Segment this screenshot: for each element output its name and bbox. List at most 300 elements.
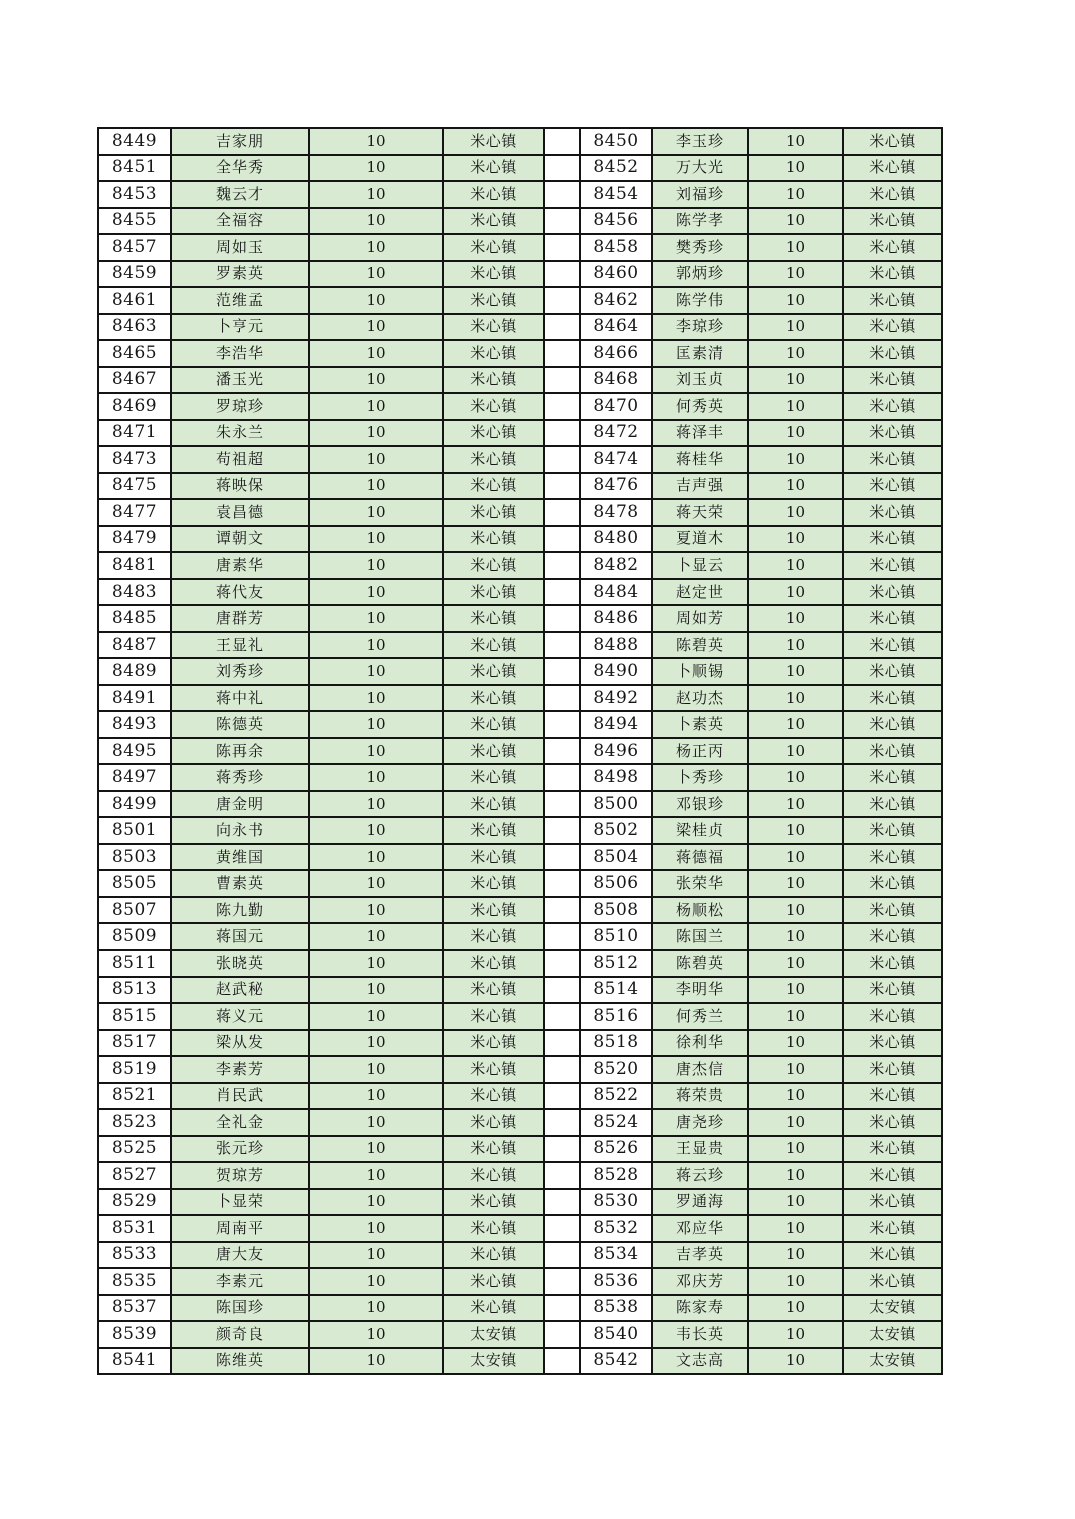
town-cell: 米心镇 xyxy=(444,1084,545,1111)
name-cell: 唐素华 xyxy=(172,553,310,580)
id-cell: 8473 xyxy=(99,447,172,474)
name-cell: 陈九勤 xyxy=(172,898,310,925)
value-cell: 10 xyxy=(310,447,444,474)
id-cell: 8524 xyxy=(581,1110,653,1137)
town-cell: 米心镇 xyxy=(844,235,943,262)
spacer-cell xyxy=(545,421,581,448)
value-cell: 10 xyxy=(310,924,444,951)
spacer-cell xyxy=(545,1137,581,1164)
value-cell: 10 xyxy=(749,951,844,978)
value-cell: 10 xyxy=(749,209,844,236)
name-cell: 张荣华 xyxy=(653,871,749,898)
id-cell: 8462 xyxy=(581,288,653,315)
value-cell: 10 xyxy=(310,580,444,607)
value-cell: 10 xyxy=(749,421,844,448)
value-cell: 10 xyxy=(310,1216,444,1243)
id-cell: 8496 xyxy=(581,739,653,766)
value-cell: 10 xyxy=(749,580,844,607)
town-cell: 米心镇 xyxy=(844,871,943,898)
town-cell: 太安镇 xyxy=(444,1349,545,1376)
id-cell: 8538 xyxy=(581,1296,653,1323)
id-cell: 8452 xyxy=(581,156,653,183)
value-cell: 10 xyxy=(749,1110,844,1137)
id-cell: 8510 xyxy=(581,924,653,951)
town-cell: 米心镇 xyxy=(444,792,545,819)
spacer-cell xyxy=(545,129,581,156)
name-cell: 全华秀 xyxy=(172,156,310,183)
name-cell: 蒋云珍 xyxy=(653,1163,749,1190)
id-cell: 8450 xyxy=(581,129,653,156)
town-cell: 米心镇 xyxy=(444,527,545,554)
value-cell: 10 xyxy=(310,1163,444,1190)
spacer-cell xyxy=(545,209,581,236)
town-cell: 米心镇 xyxy=(444,341,545,368)
name-cell: 蒋德福 xyxy=(653,845,749,872)
town-cell: 米心镇 xyxy=(844,1216,943,1243)
name-cell: 罗素英 xyxy=(172,262,310,289)
id-cell: 8456 xyxy=(581,209,653,236)
name-cell: 罗通海 xyxy=(653,1190,749,1217)
town-cell: 米心镇 xyxy=(844,712,943,739)
name-cell: 梁桂贞 xyxy=(653,818,749,845)
town-cell: 米心镇 xyxy=(444,765,545,792)
id-cell: 8513 xyxy=(99,978,172,1005)
town-cell: 米心镇 xyxy=(444,209,545,236)
value-cell: 10 xyxy=(749,633,844,660)
spacer-cell xyxy=(545,659,581,686)
town-cell: 米心镇 xyxy=(844,474,943,501)
name-cell: 蒋荣贵 xyxy=(653,1084,749,1111)
id-cell: 8535 xyxy=(99,1269,172,1296)
spacer-cell xyxy=(545,1163,581,1190)
id-cell: 8511 xyxy=(99,951,172,978)
value-cell: 10 xyxy=(749,1322,844,1349)
value-cell: 10 xyxy=(310,818,444,845)
town-cell: 太安镇 xyxy=(844,1296,943,1323)
value-cell: 10 xyxy=(310,1031,444,1058)
id-cell: 8542 xyxy=(581,1349,653,1376)
town-cell: 米心镇 xyxy=(444,1031,545,1058)
name-cell: 谭朝文 xyxy=(172,527,310,554)
town-cell: 米心镇 xyxy=(444,1296,545,1323)
value-cell: 10 xyxy=(749,818,844,845)
value-cell: 10 xyxy=(310,659,444,686)
id-cell: 8532 xyxy=(581,1216,653,1243)
name-cell: 万大光 xyxy=(653,156,749,183)
spacer-cell xyxy=(545,315,581,342)
name-cell: 邓银珍 xyxy=(653,792,749,819)
town-cell: 米心镇 xyxy=(844,1243,943,1270)
value-cell: 10 xyxy=(310,474,444,501)
name-cell: 卜秀珍 xyxy=(653,765,749,792)
value-cell: 10 xyxy=(749,527,844,554)
town-cell: 米心镇 xyxy=(844,368,943,395)
name-cell: 向永书 xyxy=(172,818,310,845)
id-cell: 8521 xyxy=(99,1084,172,1111)
id-cell: 8464 xyxy=(581,315,653,342)
town-cell: 米心镇 xyxy=(444,394,545,421)
town-cell: 米心镇 xyxy=(444,1004,545,1031)
id-cell: 8522 xyxy=(581,1084,653,1111)
spacer-cell xyxy=(545,1004,581,1031)
id-cell: 8493 xyxy=(99,712,172,739)
id-cell: 8451 xyxy=(99,156,172,183)
value-cell: 10 xyxy=(749,845,844,872)
town-cell: 米心镇 xyxy=(844,845,943,872)
spacer-cell xyxy=(545,739,581,766)
town-cell: 米心镇 xyxy=(444,368,545,395)
name-cell: 邓庆芳 xyxy=(653,1269,749,1296)
value-cell: 10 xyxy=(749,474,844,501)
town-cell: 米心镇 xyxy=(844,447,943,474)
name-cell: 邓应华 xyxy=(653,1216,749,1243)
value-cell: 10 xyxy=(310,1110,444,1137)
name-cell: 贺琼芳 xyxy=(172,1163,310,1190)
value-cell: 10 xyxy=(310,288,444,315)
name-cell: 陈德英 xyxy=(172,712,310,739)
town-cell: 米心镇 xyxy=(844,553,943,580)
name-cell: 何秀兰 xyxy=(653,1004,749,1031)
town-cell: 米心镇 xyxy=(444,659,545,686)
id-cell: 8489 xyxy=(99,659,172,686)
spacer-cell xyxy=(545,500,581,527)
id-cell: 8527 xyxy=(99,1163,172,1190)
town-cell: 米心镇 xyxy=(444,421,545,448)
value-cell: 10 xyxy=(310,1057,444,1084)
name-cell: 蒋映保 xyxy=(172,474,310,501)
id-cell: 8507 xyxy=(99,898,172,925)
id-cell: 8497 xyxy=(99,765,172,792)
value-cell: 10 xyxy=(749,978,844,1005)
value-cell: 10 xyxy=(749,1031,844,1058)
id-cell: 8506 xyxy=(581,871,653,898)
name-cell: 李琼珍 xyxy=(653,315,749,342)
town-cell: 米心镇 xyxy=(444,1190,545,1217)
name-cell: 魏云才 xyxy=(172,182,310,209)
town-cell: 米心镇 xyxy=(844,129,943,156)
name-cell: 唐大友 xyxy=(172,1243,310,1270)
town-cell: 米心镇 xyxy=(844,315,943,342)
value-cell: 10 xyxy=(310,368,444,395)
name-cell: 蒋代友 xyxy=(172,580,310,607)
town-cell: 米心镇 xyxy=(844,633,943,660)
value-cell: 10 xyxy=(749,1057,844,1084)
id-cell: 8536 xyxy=(581,1269,653,1296)
name-cell: 吉家朋 xyxy=(172,129,310,156)
id-cell: 8501 xyxy=(99,818,172,845)
town-cell: 米心镇 xyxy=(444,262,545,289)
spacer-cell xyxy=(545,341,581,368)
id-cell: 8518 xyxy=(581,1031,653,1058)
value-cell: 10 xyxy=(749,1243,844,1270)
spacer-cell xyxy=(545,606,581,633)
spacer-cell xyxy=(545,686,581,713)
value-cell: 10 xyxy=(310,315,444,342)
town-cell: 米心镇 xyxy=(844,739,943,766)
town-cell: 米心镇 xyxy=(844,686,943,713)
spacer-cell xyxy=(545,712,581,739)
value-cell: 10 xyxy=(749,712,844,739)
spacer-cell xyxy=(545,262,581,289)
id-cell: 8491 xyxy=(99,686,172,713)
town-cell: 米心镇 xyxy=(444,1057,545,1084)
town-cell: 米心镇 xyxy=(844,1084,943,1111)
spacer-cell xyxy=(545,1322,581,1349)
name-cell: 卜亨元 xyxy=(172,315,310,342)
spacer-cell xyxy=(545,394,581,421)
town-cell: 米心镇 xyxy=(844,288,943,315)
value-cell: 10 xyxy=(749,341,844,368)
name-cell: 刘玉贞 xyxy=(653,368,749,395)
value-cell: 10 xyxy=(310,1269,444,1296)
value-cell: 10 xyxy=(310,129,444,156)
value-cell: 10 xyxy=(310,1243,444,1270)
name-cell: 唐群芳 xyxy=(172,606,310,633)
name-cell: 蒋中礼 xyxy=(172,686,310,713)
value-cell: 10 xyxy=(310,606,444,633)
town-cell: 米心镇 xyxy=(444,978,545,1005)
value-cell: 10 xyxy=(749,871,844,898)
name-cell: 蒋秀珍 xyxy=(172,765,310,792)
value-cell: 10 xyxy=(749,315,844,342)
id-cell: 8533 xyxy=(99,1243,172,1270)
id-cell: 8541 xyxy=(99,1349,172,1376)
name-cell: 全礼金 xyxy=(172,1110,310,1137)
value-cell: 10 xyxy=(310,871,444,898)
spacer-cell xyxy=(545,1031,581,1058)
town-cell: 米心镇 xyxy=(444,500,545,527)
value-cell: 10 xyxy=(749,739,844,766)
name-cell: 吉孝英 xyxy=(653,1243,749,1270)
value-cell: 10 xyxy=(749,1269,844,1296)
town-cell: 米心镇 xyxy=(444,606,545,633)
town-cell: 米心镇 xyxy=(444,288,545,315)
name-cell: 张元珍 xyxy=(172,1137,310,1164)
town-cell: 米心镇 xyxy=(444,1269,545,1296)
value-cell: 10 xyxy=(310,1137,444,1164)
id-cell: 8523 xyxy=(99,1110,172,1137)
id-cell: 8455 xyxy=(99,209,172,236)
name-cell: 蒋泽丰 xyxy=(653,421,749,448)
name-cell: 黄维国 xyxy=(172,845,310,872)
town-cell: 米心镇 xyxy=(844,792,943,819)
name-cell: 蒋天荣 xyxy=(653,500,749,527)
town-cell: 米心镇 xyxy=(444,1243,545,1270)
value-cell: 10 xyxy=(310,156,444,183)
id-cell: 8514 xyxy=(581,978,653,1005)
id-cell: 8519 xyxy=(99,1057,172,1084)
value-cell: 10 xyxy=(749,1163,844,1190)
town-cell: 米心镇 xyxy=(444,156,545,183)
name-cell: 苟祖超 xyxy=(172,447,310,474)
town-cell: 米心镇 xyxy=(444,739,545,766)
id-cell: 8463 xyxy=(99,315,172,342)
value-cell: 10 xyxy=(310,978,444,1005)
town-cell: 米心镇 xyxy=(444,898,545,925)
name-cell: 曹素英 xyxy=(172,871,310,898)
name-cell: 肖民武 xyxy=(172,1084,310,1111)
id-cell: 8477 xyxy=(99,500,172,527)
town-cell: 米心镇 xyxy=(844,209,943,236)
spacer-cell xyxy=(545,1243,581,1270)
spacer-cell xyxy=(545,368,581,395)
name-cell: 刘福珍 xyxy=(653,182,749,209)
value-cell: 10 xyxy=(749,129,844,156)
spacer-cell xyxy=(545,235,581,262)
name-cell: 杨正丙 xyxy=(653,739,749,766)
spacer-cell xyxy=(545,156,581,183)
name-cell: 唐杰信 xyxy=(653,1057,749,1084)
id-cell: 8459 xyxy=(99,262,172,289)
id-cell: 8474 xyxy=(581,447,653,474)
value-cell: 10 xyxy=(749,1216,844,1243)
value-cell: 10 xyxy=(310,182,444,209)
town-cell: 米心镇 xyxy=(844,951,943,978)
town-cell: 米心镇 xyxy=(444,633,545,660)
id-cell: 8468 xyxy=(581,368,653,395)
value-cell: 10 xyxy=(310,1322,444,1349)
id-cell: 8484 xyxy=(581,580,653,607)
value-cell: 10 xyxy=(310,765,444,792)
spacer-cell xyxy=(545,1349,581,1376)
town-cell: 米心镇 xyxy=(844,1163,943,1190)
value-cell: 10 xyxy=(749,1190,844,1217)
town-cell: 米心镇 xyxy=(844,156,943,183)
id-cell: 8534 xyxy=(581,1243,653,1270)
value-cell: 10 xyxy=(310,553,444,580)
name-cell: 潘玉光 xyxy=(172,368,310,395)
name-cell: 郭炳珍 xyxy=(653,262,749,289)
town-cell: 米心镇 xyxy=(844,1057,943,1084)
name-cell: 李玉珍 xyxy=(653,129,749,156)
town-cell: 米心镇 xyxy=(844,394,943,421)
value-cell: 10 xyxy=(310,262,444,289)
spacer-cell xyxy=(545,871,581,898)
id-cell: 8512 xyxy=(581,951,653,978)
name-cell: 卜显荣 xyxy=(172,1190,310,1217)
town-cell: 米心镇 xyxy=(844,262,943,289)
spacer-cell xyxy=(545,898,581,925)
town-cell: 米心镇 xyxy=(444,182,545,209)
name-cell: 唐尧珍 xyxy=(653,1110,749,1137)
value-cell: 10 xyxy=(749,235,844,262)
value-cell: 10 xyxy=(749,765,844,792)
spacer-cell xyxy=(545,924,581,951)
town-cell: 米心镇 xyxy=(844,1190,943,1217)
name-cell: 杨顺松 xyxy=(653,898,749,925)
value-cell: 10 xyxy=(310,209,444,236)
town-cell: 米心镇 xyxy=(444,1110,545,1137)
id-cell: 8476 xyxy=(581,474,653,501)
town-cell: 米心镇 xyxy=(844,500,943,527)
name-cell: 李明华 xyxy=(653,978,749,1005)
name-cell: 刘秀珍 xyxy=(172,659,310,686)
value-cell: 10 xyxy=(749,792,844,819)
town-cell: 米心镇 xyxy=(844,978,943,1005)
id-cell: 8498 xyxy=(581,765,653,792)
name-cell: 蒋国元 xyxy=(172,924,310,951)
id-cell: 8528 xyxy=(581,1163,653,1190)
id-cell: 8471 xyxy=(99,421,172,448)
town-cell: 米心镇 xyxy=(444,315,545,342)
id-cell: 8460 xyxy=(581,262,653,289)
spacer-cell xyxy=(545,818,581,845)
value-cell: 10 xyxy=(749,1296,844,1323)
id-cell: 8467 xyxy=(99,368,172,395)
id-cell: 8509 xyxy=(99,924,172,951)
id-cell: 8495 xyxy=(99,739,172,766)
value-cell: 10 xyxy=(310,341,444,368)
id-cell: 8508 xyxy=(581,898,653,925)
town-cell: 米心镇 xyxy=(844,818,943,845)
name-cell: 陈碧英 xyxy=(653,951,749,978)
town-cell: 米心镇 xyxy=(844,1137,943,1164)
value-cell: 10 xyxy=(749,156,844,183)
spacer-cell xyxy=(545,951,581,978)
spacer-cell xyxy=(545,633,581,660)
name-cell: 张晓英 xyxy=(172,951,310,978)
town-cell: 米心镇 xyxy=(444,447,545,474)
name-cell: 范维孟 xyxy=(172,288,310,315)
id-cell: 8540 xyxy=(581,1322,653,1349)
town-cell: 米心镇 xyxy=(444,871,545,898)
name-cell: 卜顺锡 xyxy=(653,659,749,686)
town-cell: 米心镇 xyxy=(844,1269,943,1296)
value-cell: 10 xyxy=(749,1084,844,1111)
id-cell: 8454 xyxy=(581,182,653,209)
value-cell: 10 xyxy=(749,182,844,209)
name-cell: 赵定世 xyxy=(653,580,749,607)
town-cell: 米心镇 xyxy=(444,712,545,739)
id-cell: 8457 xyxy=(99,235,172,262)
name-cell: 李浩华 xyxy=(172,341,310,368)
value-cell: 10 xyxy=(310,633,444,660)
town-cell: 米心镇 xyxy=(844,765,943,792)
name-cell: 陈国珍 xyxy=(172,1296,310,1323)
name-cell: 唐金明 xyxy=(172,792,310,819)
value-cell: 10 xyxy=(749,553,844,580)
id-cell: 8525 xyxy=(99,1137,172,1164)
name-cell: 陈学孝 xyxy=(653,209,749,236)
id-cell: 8529 xyxy=(99,1190,172,1217)
value-cell: 10 xyxy=(749,368,844,395)
town-cell: 米心镇 xyxy=(444,1137,545,1164)
name-cell: 吉声强 xyxy=(653,474,749,501)
id-cell: 8449 xyxy=(99,129,172,156)
town-cell: 米心镇 xyxy=(844,1031,943,1058)
value-cell: 10 xyxy=(749,394,844,421)
id-cell: 8539 xyxy=(99,1322,172,1349)
spacer-cell xyxy=(545,474,581,501)
value-cell: 10 xyxy=(310,235,444,262)
value-cell: 10 xyxy=(310,500,444,527)
id-cell: 8487 xyxy=(99,633,172,660)
id-cell: 8502 xyxy=(581,818,653,845)
value-cell: 10 xyxy=(749,288,844,315)
town-cell: 米心镇 xyxy=(844,898,943,925)
id-cell: 8478 xyxy=(581,500,653,527)
spacer-cell xyxy=(545,1084,581,1111)
value-cell: 10 xyxy=(310,527,444,554)
name-cell: 李素芳 xyxy=(172,1057,310,1084)
id-cell: 8537 xyxy=(99,1296,172,1323)
name-cell: 袁昌德 xyxy=(172,500,310,527)
value-cell: 10 xyxy=(310,1004,444,1031)
id-cell: 8469 xyxy=(99,394,172,421)
name-cell: 全福容 xyxy=(172,209,310,236)
name-cell: 韦长英 xyxy=(653,1322,749,1349)
value-cell: 10 xyxy=(310,845,444,872)
